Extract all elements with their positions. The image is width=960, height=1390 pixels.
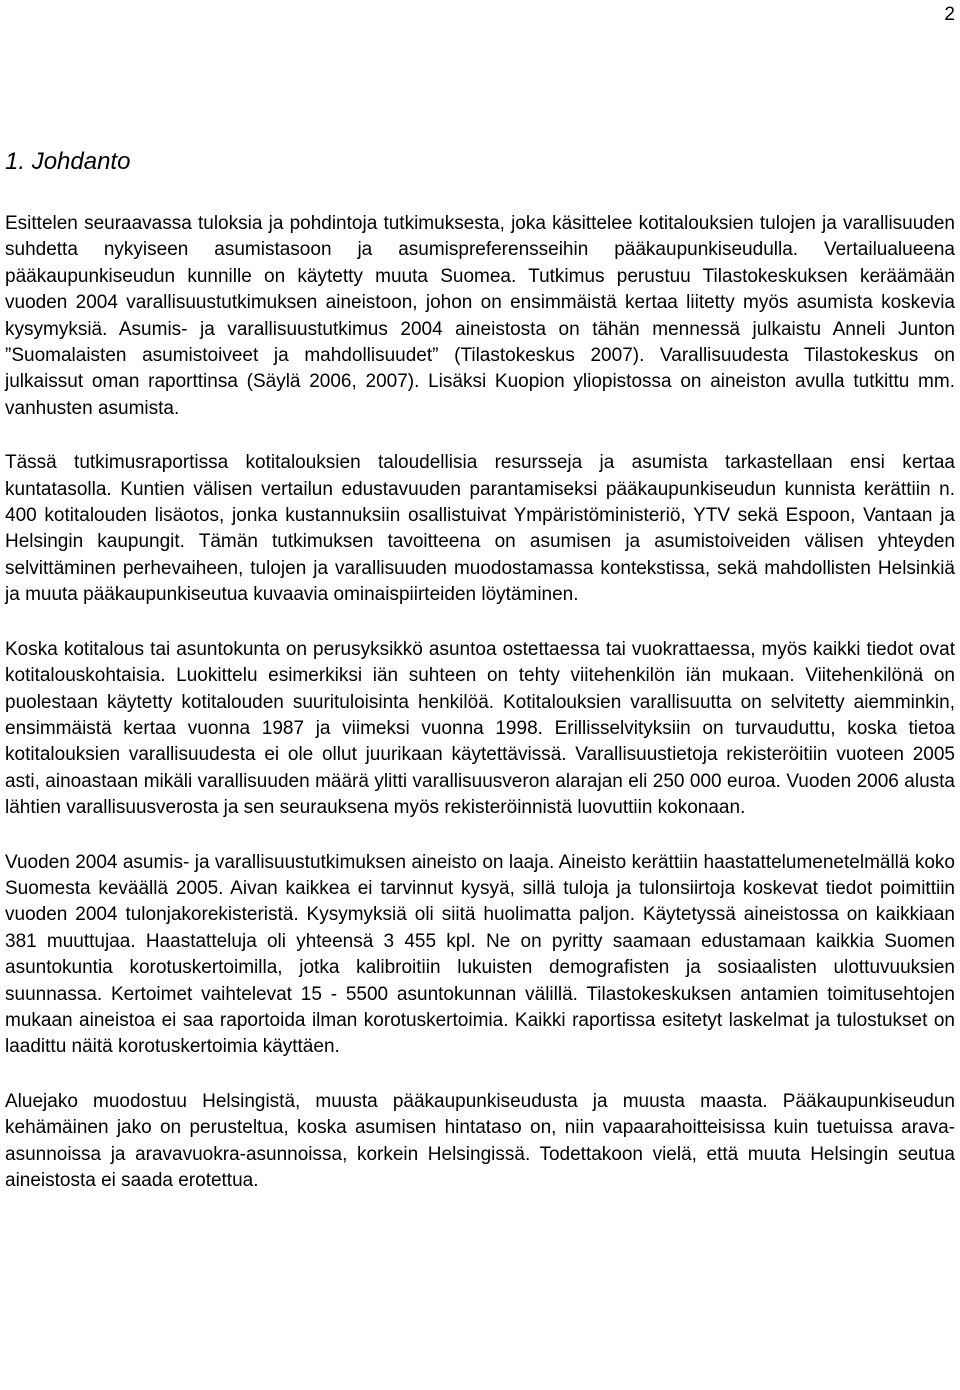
section-heading (5, 146, 130, 178)
paragraph-4: Vuoden 2004 asumis- ja varallisuustutkimuksen aineisto on laaja. Aineisto kerättiin haastattelumenetelmällä koko Suomesta keväällä 2005. Aivan kaikkea ei tarvinnut kysyä, sillä tuloja ja tulonsiirtoja koskevat tiedot poimittiin vuoden 2004 tulonjakorekisteristä. Kysymyksiä oli siitä huolimatta paljon. Käytetyssä aineistossa on kaikkiaan 381 muuttujaa. Haastatteluja oli yhteensä 3 455 kpl. Ne on pyritty saamaan edustamaan kaikkia Suomen asuntokuntia korotuskertoimilla, jotka kalibroitiin lukuisten demografisten ja sosiaalisten ulottuvuuksien suunnassa. Kertoimet vaihtelevat 15 - 5500 asuntokunnan välillä. Tilastokeskuksen antamien toimitusehtojen mukaan aineistoa ei saa raportoida ilman korotuskertoimia. Kaikki raportissa esitetyt laskelmat ja tulostukset on laadittu näitä korotuskertoimia käyttäen. (5, 851, 955, 1058)
section-number: 1. (5, 148, 26, 175)
body-text (5, 211, 955, 1222)
paragraph-2: Tässä tutkimusraportissa kotitalouksien taloudellisia resursseja ja asumista tarkastellaan ensi kertaa kuntatasolla. Kuntien välisen vertailun edustavuuden parantamiseksi pääkaupunkiseudun kunnista kerättiin n. 400 kotitalouden lisäotos, jonka kustannuksiin osallistuivat Ympäristöministeriö, YTV sekä Espoon, Vantaan ja Helsingin kaupungit. Tämän tutkimuksen tavoitteena on asumisen ja asumistoiveiden välisen yhteyden selvittäminen perhevaiheen, tulojen ja varallisuuden muodostamassa kontekstissa, sekä mahdollisten Helsinkiä ja muuta pääkaupunkiseutua kuvaavia ominaispiirteiden löytäminen. (5, 452, 955, 606)
paragraph-5: Aluejako muodostuu Helsingistä, muusta pääkaupunkiseudusta ja muusta maasta. Pääkaupunkiseudun kehämäinen jako on perusteltua, koska asumisen hintataso on, niin vapaarahoitteisissa kuin tuetuissa arava-asunnoissa ja aravavuokra-asunnoissa, korkein Helsingissä. Todettakoon vielä, että muuta Helsingin seutua aineistosta ei saada erotettua. (5, 1090, 955, 1191)
section-title: Johdanto (31, 148, 131, 175)
paragraph-1: Esittelen seuraavassa tuloksia ja pohdintoja tutkimuksesta, joka käsittelee kotitalouksien tulojen ja varallisuuden suhdetta nykyiseen asumistasoon ja asumispreferensseihin pääkaupunkiseudulla. Vertailualueena pääkaupunkiseudun kunnille on käytetty muuta Suomea. Tutkimus perustuu Tilastokeskuksen keräämään vuoden 2004 varallisuustutkimuksen aineistoon, johon on ensimmäistä kertaa liitetty myös asumista koskevia kysymyksiä. Asumis- ja varallisuustutkimus 2004 aineistosta on tähän mennessä julkaistu Anneli Junton ”Suomalaisten asumistoiveet ja mahdollisuudet” (Tilastokeskus 2007). Varallisuudesta Tilastokeskus on julkaissut oman raporttinsa (Säylä 2006, 2007). Lisäksi Kuopion yliopistossa on aineiston avulla tutkittu mm. vanhusten asumista. (5, 213, 955, 419)
page-number: 2 (944, 4, 955, 25)
paragraph-3: Koska kotitalous tai asuntokunta on perusyksikkö asuntoa ostettaessa tai vuokrattaessa, myös kaikki tiedot ovat kotitalouskohtaisia. Luokittelu esimerkiksi iän suhteen on tehty viitehenkilön iän mukaan. Viitehenkilönä on puolestaan käytetty kotitalouden suurituloisinta henkilöä. Kotitalouksien varallisuutta on selvitetty aiemminkin, ensimmäistä kertaa vuonna 1987 ja viimeksi vuonna 1998. Erillisselvityksiin on turvauduttu, koska tietoa kotitalouksien varallisuudesta ei ole ollut juurikaan käytettävissä. Varallisuustietoja rekisteröitiin vuoteen 2005 asti, ainoastaan mikäli varallisuuden määrä ylitti varallisuusveron alarajan eli 250 000 euroa. Vuoden 2006 alusta lähtien varallisuusverosta ja sen seurauksena myös rekisteröinnistä luovuttiin kokonaan. (5, 638, 955, 819)
